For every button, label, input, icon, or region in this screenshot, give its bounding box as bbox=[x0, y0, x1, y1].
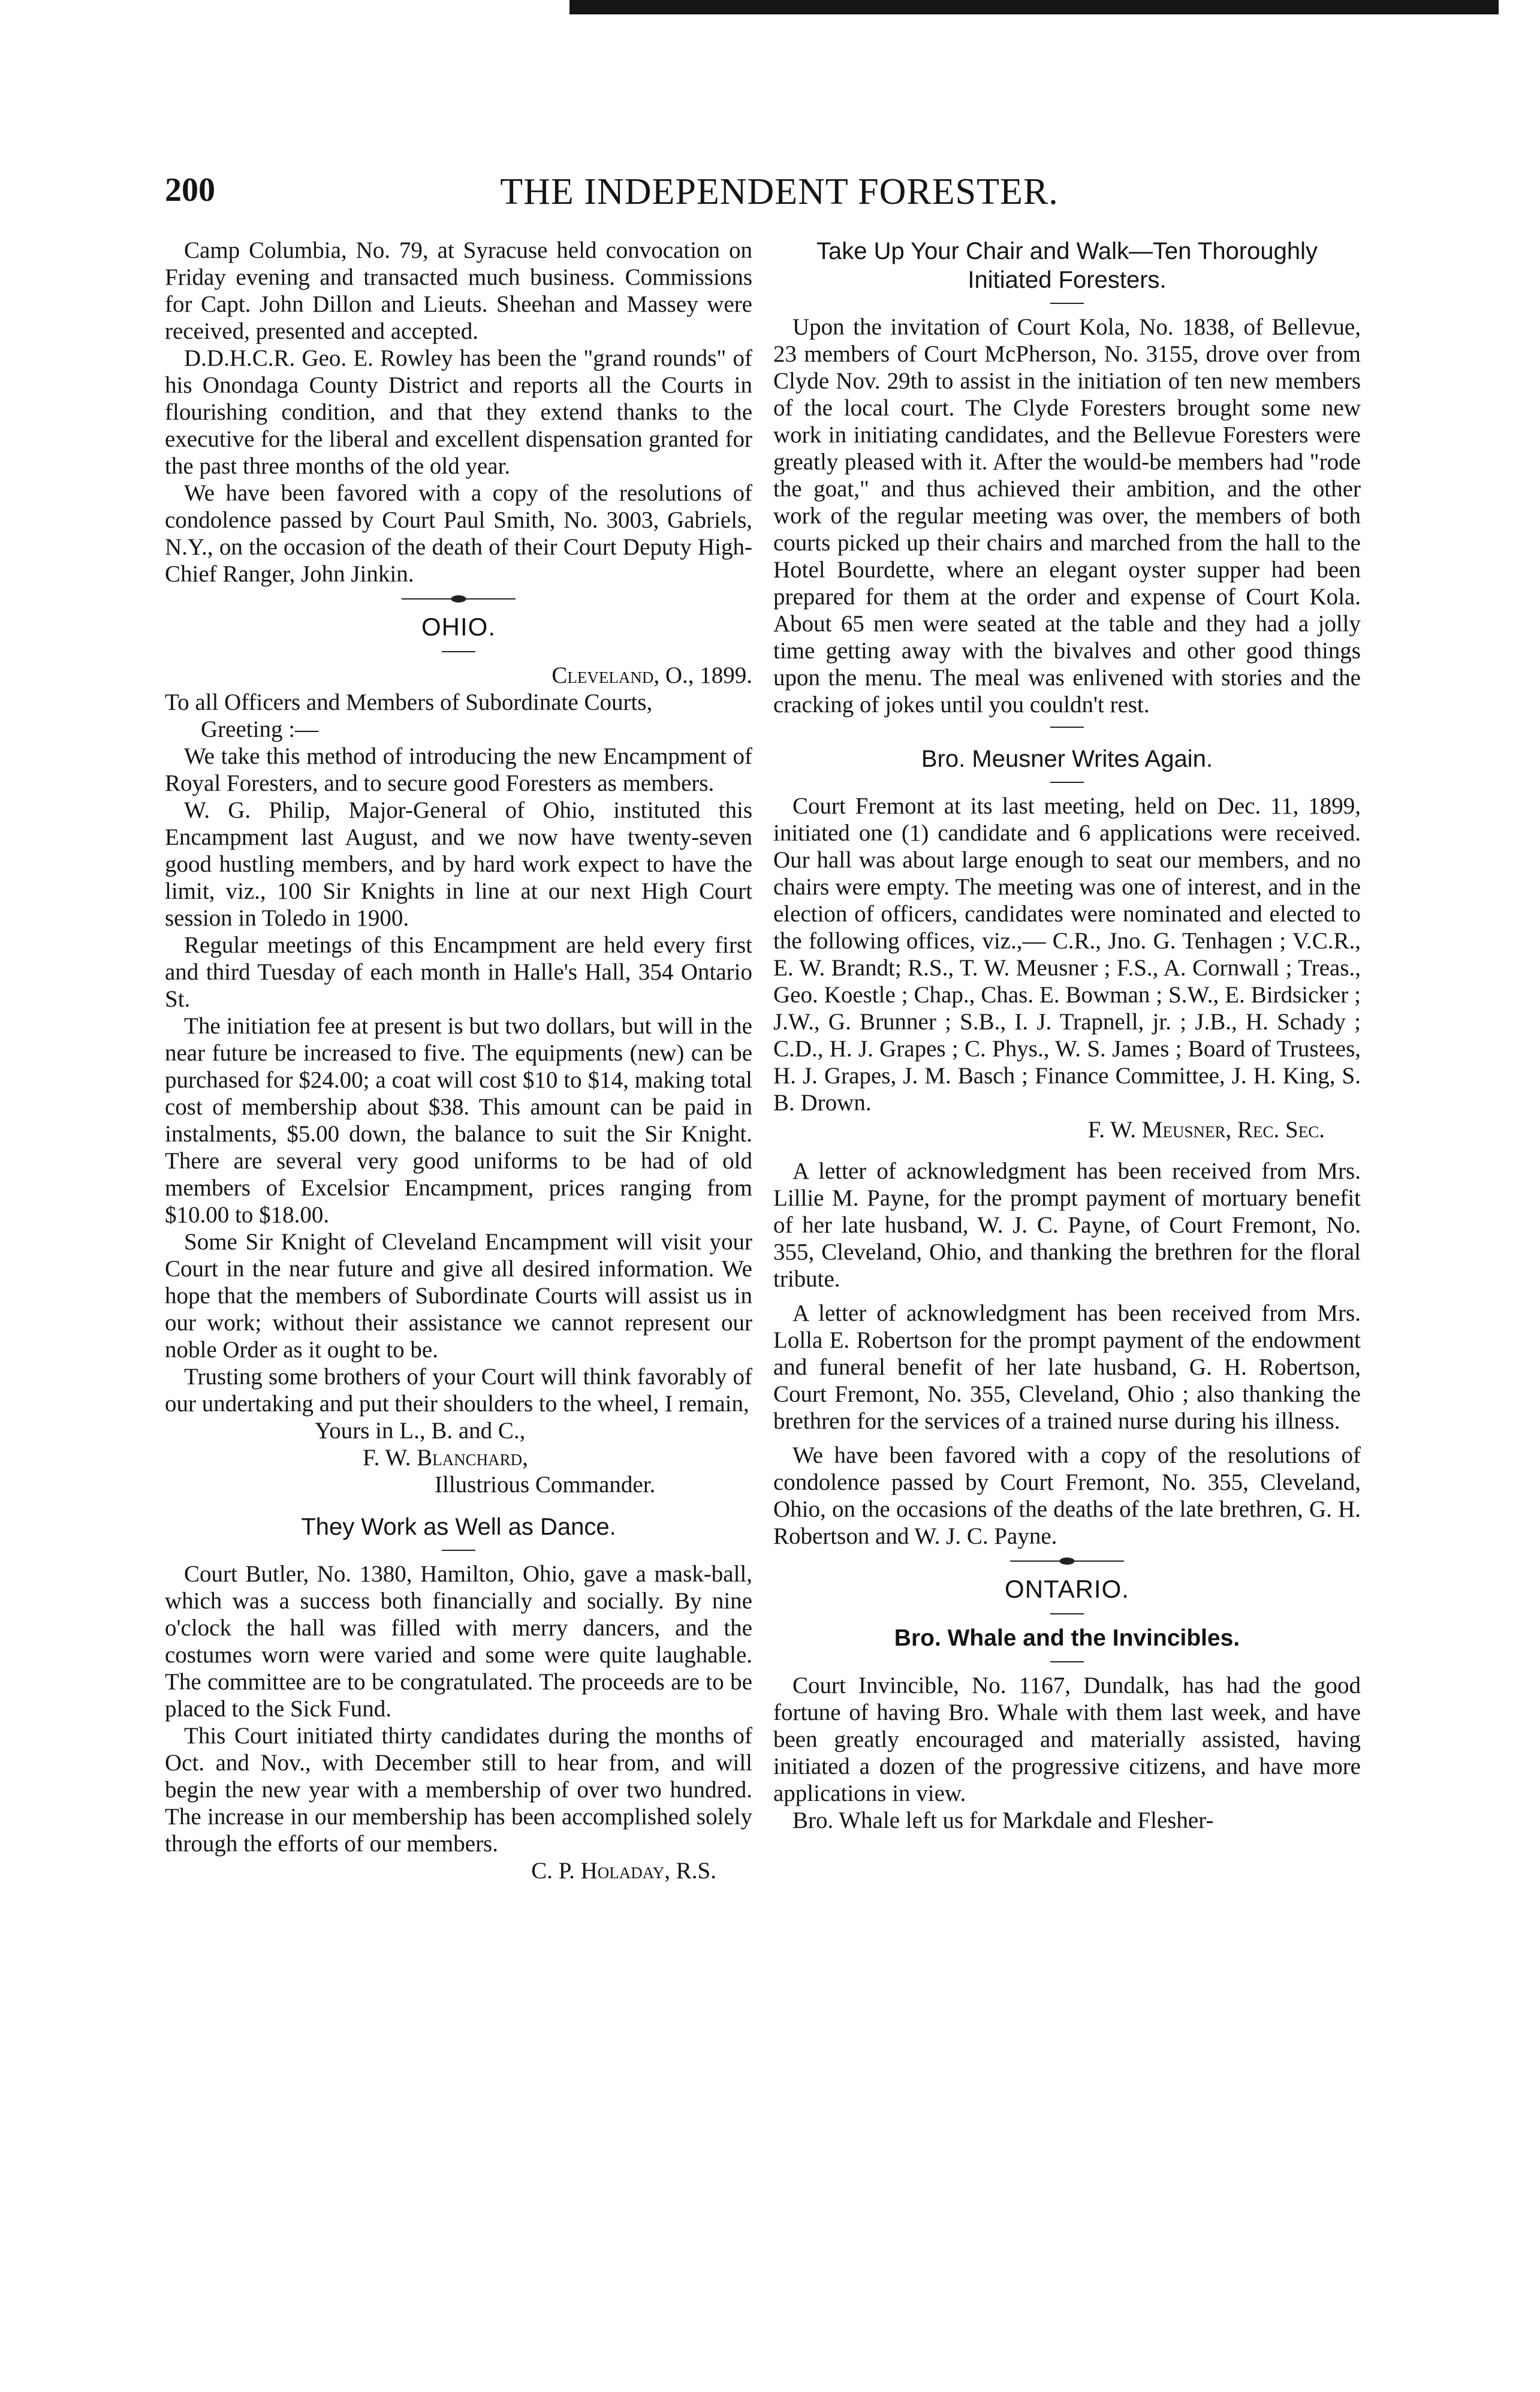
page-header bbox=[165, 171, 1394, 219]
whale-heading: Bro. Whale and the Invincibles. bbox=[894, 1625, 1240, 1651]
top-border-bar bbox=[569, 0, 1499, 14]
ohio-paragraph-3: Regular meetings of this Encampment are held every first and third Tuesday of each month in Halle's Hall, 354 Ontario St. bbox=[165, 932, 752, 1012]
signature-line-2: F. W. Blanchard, bbox=[363, 1445, 528, 1471]
ohio-paragraph-1: We take this method of introducing the new Encampment of Royal Foresters, and to secure good Foresters as members. bbox=[165, 743, 752, 796]
rowley-paragraph: D.D.H.C.R. Geo. E. Rowley has been the "grand rounds" of his Onondaga County District and reports all the Courts in flourishing condition, and that they extend thanks to the executive for the liberal and excellent dispensation granted for the past three months of the old year. bbox=[165, 345, 752, 479]
section-divider bbox=[402, 598, 516, 599]
ohio-paragraph-6: Trusting some brothers of your Court will think favorably of our undertaking and put their shoulders to the wheel, I remain, bbox=[165, 1364, 752, 1417]
dateline: Cleveland, O., 1899. bbox=[551, 662, 752, 688]
section-rule bbox=[1050, 727, 1084, 728]
heading-rule bbox=[1050, 1661, 1084, 1662]
ontario-heading: ONTARIO. bbox=[1005, 1575, 1129, 1603]
camp-columbia-paragraph: Camp Columbia, No. 79, at Syracuse held convocation on Friday evening and transacted much business. Commissions for Capt. John Dillon and Lieuts. Sheehan and Massey were received, presented and accepted. bbox=[165, 237, 752, 344]
chair-heading: Take Up Your Chair and Walk—Ten Thoroughly Initiated Foresters. bbox=[816, 238, 1318, 293]
kola-paragraph: Upon the invitation of Court Kola, No. 1838, of Bellevue, 23 members of Court McPherson, No. 3155, drove over from Clyde Nov. 29th to assist in the initiation of ten new members of the local court. The Clyde Foresters brought some new work in initiating candidates, and the Bellevue Foresters were greatly pleased with it. After the would-be members had "rode the goat," and thus achieved their ambition, and the other work of the regular meeting was over, the members of both courts picked up their chairs and marched from the hall to the Hotel Bourdette, where an elegant oyster supper had been prepared for them at the order and expense of Court Kola. About 65 men were seated at the table and they had a jolly time getting away with the bivalves and other good things upon the menu. The meal was enlivened with stories and the cracking of jokes until you couldn't rest. bbox=[773, 314, 1361, 718]
condolence-paragraph: We have been favored with a copy of the resolutions of condolence passed by Court Paul Smith, No. 3003, Gabriels, N.Y., on the occasion of the death of their Court Deputy High-Chief Ranger, John Jinkin. bbox=[165, 480, 752, 587]
ohio-paragraph-5: Some Sir Knight of Cleveland Encampment will visit your Court in the near future and give all desired information. We hope that the members of Subordinate Courts will assist us in our work; without their assistance we cannot represent our noble Order as it ought to be. bbox=[165, 1229, 752, 1363]
heading-rule bbox=[1050, 303, 1084, 304]
ohio-paragraph-2: W. G. Philip, Major-General of Ohio, instituted this Encampment last August, and we now have twenty-seven good hustling members, and by hard work expect to have the limit, viz., 100 Sir Knights in line at our next High Court session in Toledo in 1900. bbox=[165, 797, 752, 931]
ohio-heading: OHIO. bbox=[421, 613, 496, 641]
resolutions-paragraph: We have been favored with a copy of the resolutions of condolence passed by Court Fremont, No. 355, Cleveland, Ohio, on the occasions of the deaths of the late brethren, G. H. Robertson and W. J. C. Payne. bbox=[773, 1442, 1361, 1549]
holaday-signature: C. P. Holaday, R.S. bbox=[531, 1858, 716, 1884]
heading-rule bbox=[1050, 1613, 1084, 1614]
greeting: Greeting :— bbox=[201, 716, 319, 742]
heading-rule bbox=[442, 651, 475, 652]
dance-heading: They Work as Well as Dance. bbox=[301, 1514, 616, 1540]
signature-line-3: Illustrious Commander. bbox=[435, 1472, 656, 1498]
meusner-heading: Bro. Meusner Writes Again. bbox=[921, 746, 1213, 772]
right-column bbox=[773, 237, 1361, 1834]
ohio-paragraph-4: The initiation fee at present is but two dollars, but will in the near future be increased to five. The equipments (new) can be purchased for $24.00; a coat will cost $10 to $14, making total cost of membership about $38. This amount can be paid in instalments, $5.00 down, the balance to suit the Sir Knight. There are several very good uniforms to be had of old members of Excelsior Encampment, prices ranging from $10.00 to $18.00. bbox=[165, 1013, 752, 1228]
butler-paragraph: Court Butler, No. 1380, Hamilton, Ohio, gave a mask-ball, which was a success both financially and socially. By nine o'clock the hall was filled with merry dancers, and the costumes worn were varied and some were quite laughable. The committee are to be congratulated. The proceeds are to be placed to the Sick Fund. bbox=[165, 1561, 752, 1722]
section-divider bbox=[1010, 1560, 1124, 1562]
invincible-paragraph: Court Invincible, No. 1167, Dundalk, has had the good fortune of having Bro. Whale with them last week, and have been greatly encouraged and materially assisted, having initiated a dozen of the progressive citizens, and have more applications in view. bbox=[773, 1673, 1361, 1806]
robertson-paragraph: A letter of acknowledgment has been received from Mrs. Lolla E. Robertson for the prompt payment of the endowment and funeral benefit of her late husband, G. H. Robertson, Court Fremont, No. 355, Cleveland, Ohio ; also thanking the brethren for the services of a trained nurse during his illness. bbox=[773, 1300, 1361, 1434]
fremont-paragraph: Court Fremont at its last meeting, held on Dec. 11, 1899, initiated one (1) candidate and 6 applications were received. Our hall was about large enough to seat our members, and no chairs were empty. The meeting was one of interest, and in the election of officers, candidates were nominated and elected to the following offices, viz.,— C.R., Jno. G. Tenhagen ; V.C.R., E. W. Brandt; R.S., T. W. Meusner ; F.S., A. Cornwall ; Treas., Geo. Koestle ; Chap., Chas. E. Bowman ; S.W., E. Birdsicker ; J.W., G. Brunner ; S.B., I. J. Trapnell, jr. ; J.B., H. Schady ; C.D., H. J. Grapes ; C. Phys., W. S. James ; Board of Trustees, H. J. Grapes, J. M. Basch ; Finance Committee, J. H. King, S. B. Drown. bbox=[773, 793, 1361, 1116]
heading-rule bbox=[442, 1550, 475, 1551]
page-title: THE INDEPENDENT FORESTER. bbox=[500, 171, 1059, 212]
left-column bbox=[165, 237, 752, 1884]
heading-rule bbox=[1050, 782, 1084, 783]
payne-paragraph: A letter of acknowledgment has been received from Mrs. Lillie M. Payne, for the prompt payment of mortuary benefit of her late husband, W. J. C. Payne, of Court Fremont, No. 355, Cleveland, Ohio, and thanking the brethren for the floral tribute. bbox=[773, 1158, 1361, 1292]
initiated-paragraph: This Court initiated thirty candidates during the months of Oct. and Nov., with December still to hear from, and will begin the new year with a membership of over two hundred. The increase in our membership has been accomplished solely through the efforts of our members. bbox=[165, 1723, 752, 1857]
signature-line-1: Yours in L., B. and C., bbox=[315, 1418, 526, 1444]
page-number: 200 bbox=[165, 171, 215, 209]
salutation: To all Officers and Members of Subordinate Courts, bbox=[165, 689, 653, 715]
whale-left-paragraph: Bro. Whale left us for Markdale and Flesher- bbox=[792, 1807, 1214, 1833]
meusner-signature: F. W. Meusner, Rec. Sec. bbox=[1087, 1117, 1325, 1143]
